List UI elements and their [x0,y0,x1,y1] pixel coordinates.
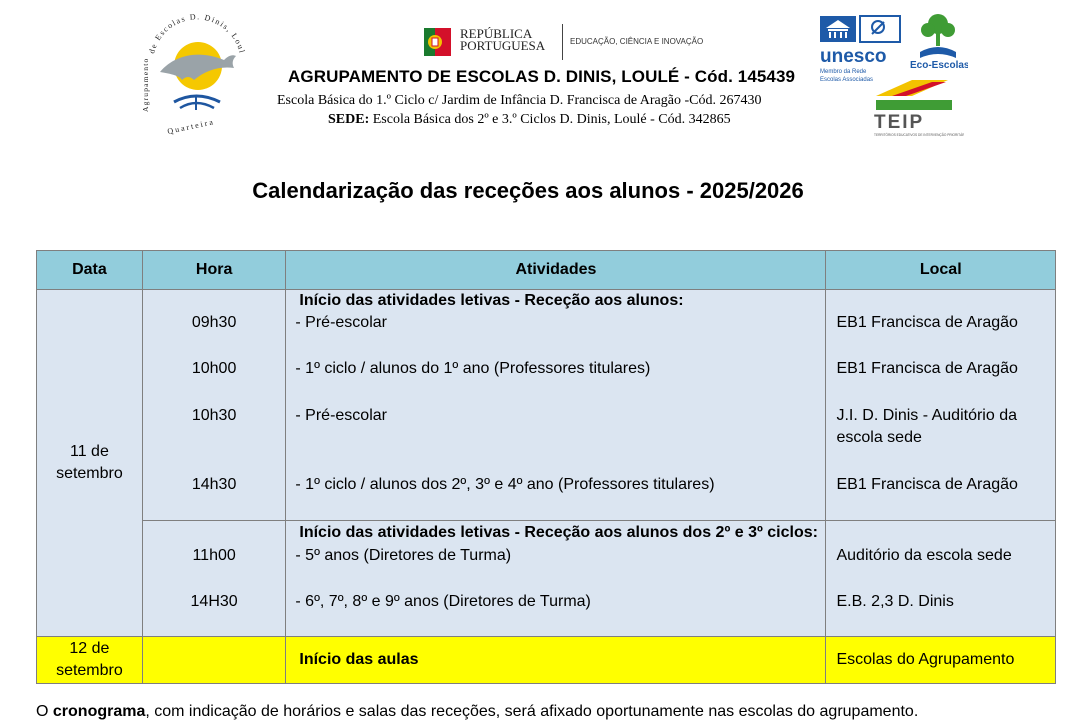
local-value: escola sede [836,429,922,446]
date-cell-12: 12 de setembro [37,637,143,684]
hora-cell [142,637,286,684]
local-value: EB1 Francisca de Aragão [836,314,1018,331]
ministry-label: EDUCAÇÃO, CIÊNCIA E INOVAÇÃO [570,37,704,46]
table-header-row [37,251,1056,290]
footer-note: O cronograma, com indicação de horários e salas das receções, será afixado oportunamente nas escolas do agrupamento. [36,703,919,720]
local-value: J.I. D. Dinis - Auditório da [836,407,1017,424]
reception-schedule-table [36,250,1056,684]
school-line-1: Escola Básica do 1.º Ciclo c/ Jardim de Infância D. Francisca de Aragão -Cód. 267430 [277,93,762,108]
hora-value: 14h30 [191,476,237,493]
local-value: Auditório da escola sede [836,547,1012,564]
svg-text:TERRITÓRIOS EDUCATIVOS DE INTE: TERRITÓRIOS EDUCATIVOS DE INTERVENÇÃO PRIORITÁRIA [874,133,964,137]
svg-text:unesco: unesco [820,46,887,67]
local-value: E.B. 2,3 D. Dinis [836,593,954,610]
activity-item: - 1º ciclo / alunos dos 2º, 3º e 4º ano (Professores titulares) [295,476,715,493]
local-cell: Escolas do Agrupamento [826,637,1056,684]
table-row [37,290,1056,521]
local-value: EB1 Francisca de Aragão [836,476,1018,493]
table-row [37,637,1056,684]
col-header-hora: Hora [142,251,286,290]
hora-value: 10h00 [191,360,237,377]
date-cell-11: 11 de setembro [37,290,143,637]
activity-item: - 5º anos (Diretores de Turma) [295,547,512,564]
hora-value: 14H30 [190,593,238,610]
atividades-cell: Início das aulas [286,637,826,684]
unesco-logo [820,14,902,84]
school-line-2: SEDE: Escola Básica dos 2º e 3.º Ciclos D. Dinis, Loulé - Cód. 342865 [328,112,731,127]
col-header-data: Data [37,251,143,290]
activity-item: - 1º ciclo / alunos do 1º ano (Professores titulares) [295,360,651,377]
col-header-atividades: Atividades [286,251,826,290]
republica-name: REPÚBLICA PORTUGUESA [460,26,546,53]
logo-text-left: Agrupamento [141,57,150,112]
logo-text-bottom: Quarteira [166,117,216,136]
activity-heading: Início das atividades letivas - Receção aos alunos: [299,292,684,309]
svg-text:TEIP: TEIP [874,112,925,133]
eco-escolas-logo [910,12,968,70]
svg-text:Eco-Escolas: Eco-Escolas [910,60,968,70]
local-value: EB1 Francisca de Aragão [836,360,1018,377]
activity-item: - Pré-escolar [295,314,387,331]
hora-value: 10h30 [191,407,237,424]
activity-heading: Início das atividades letivas - Receção aos alunos dos 2º e 3º ciclos: [299,524,818,541]
svg-text:Membro da Rede: Membro da Rede [820,69,867,75]
local-cell [826,290,1056,521]
hora-value: 09h30 [191,314,237,331]
col-header-local: Local [826,251,1056,290]
republica-portuguesa-logo [420,22,704,64]
school-logo [140,14,252,138]
hora-cell [142,521,286,637]
school-name: AGRUPAMENTO DE ESCOLAS D. DINIS, LOULÉ - Cód. 145439 [288,67,796,86]
logo-text-top: de Escolas D. Dinis, Loul [147,14,247,56]
portugal-flag-icon [420,22,456,62]
svg-text:Escolas Associadas: Escolas Associadas [820,77,874,83]
teip-logo [872,76,964,138]
document-title: Calendarização das receções aos alunos - 2025/2026 [252,178,804,203]
local-cell [826,521,1056,637]
hora-value: 11h00 [192,547,236,564]
activity-item: - Pré-escolar [295,407,387,424]
atividades-cell [286,290,826,521]
activity-item: - 6º, 7º, 8º e 9º anos (Diretores de Turma) [295,593,591,610]
hora-cell [142,290,286,521]
divider [562,24,563,60]
atividades-cell [286,521,826,637]
table-row [37,521,1056,637]
